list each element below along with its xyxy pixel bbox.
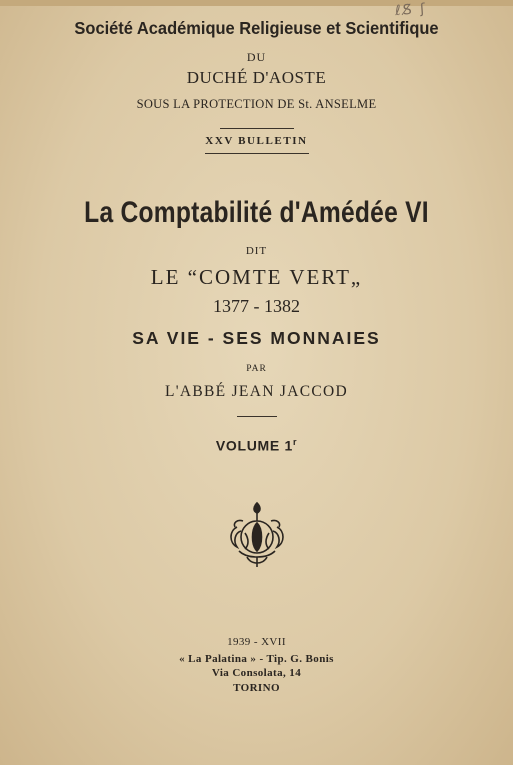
imprint-year: 1939 - XVII <box>227 636 286 648</box>
title-dit: DIT <box>245 245 268 257</box>
volume-suffix: r <box>292 437 298 447</box>
imprint-publisher: « La Palatina » - Tip. G. Bonis <box>179 653 334 665</box>
book-subtitle: SA VIE - SES MONNAIES <box>132 328 381 348</box>
author-name: L'ABBÉ JEAN JACCOD <box>165 383 348 400</box>
society-protection: SOUS LA PROTECTION DE St. ANSELME <box>136 97 377 111</box>
imprint-city: TORINO <box>233 682 280 694</box>
society-name: Société Académique Religieuse et Scientifique <box>74 18 439 38</box>
page-top-edge <box>0 0 513 6</box>
imprint-address: Via Consolata, 14 <box>211 667 302 679</box>
handwritten-scribble: ℓЅ̸ ʃ <box>394 0 428 20</box>
fleuron-ornament-icon <box>225 497 289 569</box>
volume-prefix: VOLUME 1 <box>215 437 293 454</box>
title-years: 1377 - 1382 <box>213 296 300 316</box>
society-duche: DUCHÉ D'AOSTE <box>186 68 327 87</box>
title-par: PAR <box>246 364 267 374</box>
divider-top <box>220 128 294 129</box>
divider-bulletin <box>205 153 309 154</box>
bulletin-number: XXV BULLETIN <box>205 135 308 147</box>
title-nickname: LE “COMTE VERT„ <box>150 265 363 289</box>
volume-label <box>0 437 513 454</box>
society-du: DU <box>246 50 267 64</box>
book-title: La Comptabilité d'Amédée VI <box>84 196 429 229</box>
divider-author <box>237 416 277 417</box>
